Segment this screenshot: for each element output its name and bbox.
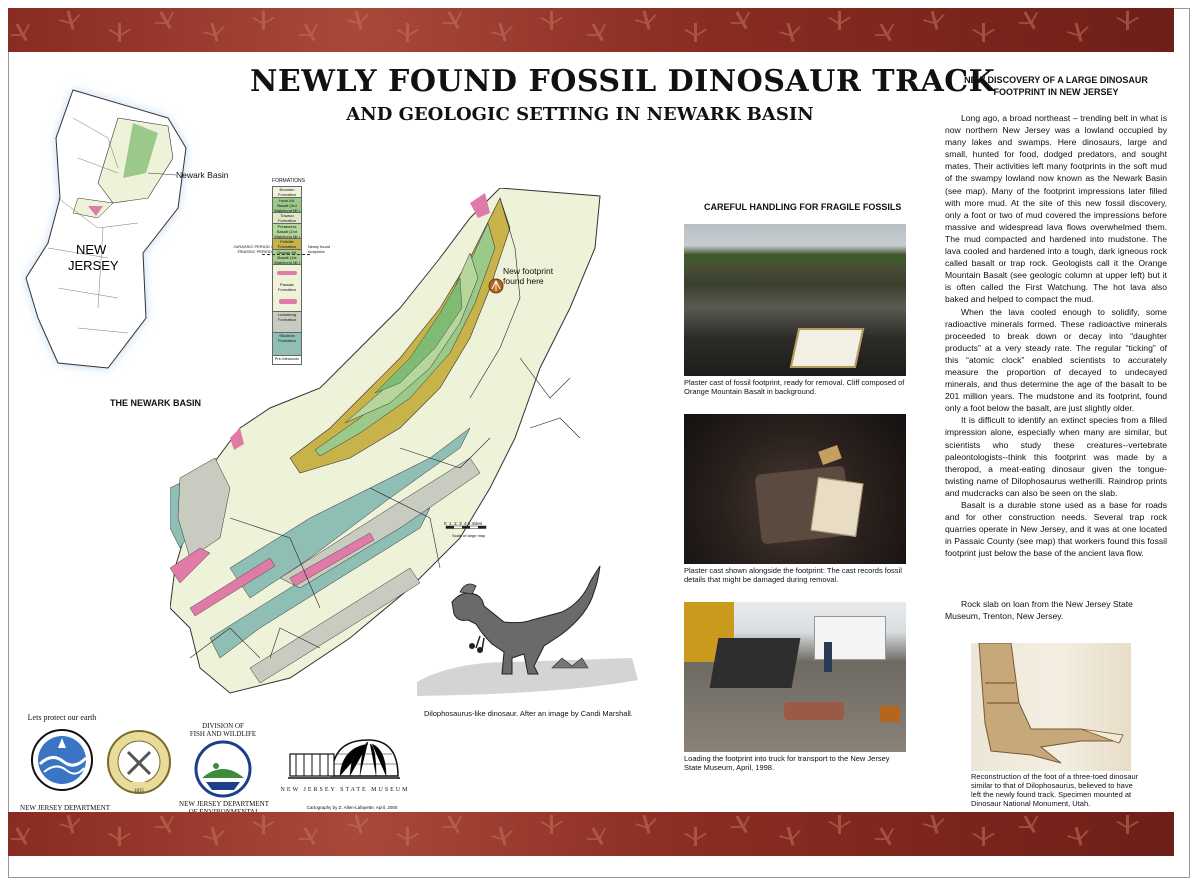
scale-tick: 3	[459, 521, 462, 526]
page-title: NEWLY FOUND FOSSIL DINOSAUR TRACK	[250, 64, 996, 99]
track-motif-icon	[540, 11, 563, 30]
formation-feltville: Feltville Formation	[272, 238, 302, 249]
footprint-pattern-icon	[8, 812, 1174, 856]
photo-caption-1: Plaster cast of fossil footprint, ready for removal. Cliff composed of Orange Mountain Basalt in background.	[684, 378, 905, 396]
scale-tick: 2	[454, 521, 457, 526]
scale-tick: 4	[464, 521, 467, 526]
museum-name: NEW JERSEY STATE MUSEUM	[280, 787, 410, 793]
article-body	[945, 112, 1167, 559]
newark-basin-heading: THE NEWARK BASIN	[110, 398, 202, 408]
track-motif-icon	[777, 824, 804, 848]
period-label: JURASSIC PERIOD / TRIASSIC PERIOD	[233, 244, 272, 254]
scale-tick: 5 miles	[467, 521, 483, 526]
track-motif-icon	[1015, 812, 1044, 838]
track-motif-icon	[201, 824, 228, 848]
track-motif-icon	[1116, 815, 1139, 834]
dinosaur-caption: Dilophosaurus-like dinosaur. After an image by Candi Marshall.	[424, 709, 633, 718]
track-motif-icon	[972, 23, 995, 42]
track-motif-icon	[633, 8, 660, 32]
footprint-found-label: New footprint found here	[503, 266, 554, 286]
fish-wildlife-logo-icon	[194, 740, 252, 798]
newark-basin-locator-label: Newark Basin	[176, 170, 229, 180]
track-motif-icon	[252, 11, 275, 30]
formation-lockatong: Lockatong Formation	[272, 311, 302, 332]
track-motif-icon	[151, 812, 180, 838]
fw-line-1: DIVISION OF	[202, 722, 244, 730]
track-motif-icon	[871, 18, 900, 46]
scale-label: Scale of large map	[452, 533, 486, 538]
track-motif-icon	[8, 822, 36, 850]
fw-dep-line-1: NEW JERSEY DEPARTMENT	[179, 800, 269, 808]
photo-caption-2: Plaster cast shown alongside the footprint: The cast records fossil details that might be damaged during removal.	[684, 566, 902, 584]
track-motif-icon	[396, 23, 419, 42]
article-paragraph: It is difficult to identify an extinct species from a filled impression alone, especially when many are similar, but scientists who study these creatures--vertebrate paleontologists--think this footprint was made by a theropod, a meat-eating dinosaur given the tongue-twisting name of Dilophosaurus wetherilli. Raindrop prints and mudcracks can also be seen on the slab.	[945, 415, 1167, 498]
formation-pre-mesozoic: Pre-Mesozoic	[272, 355, 302, 365]
article-paragraph: Basalt is a durable stone used as a base for roads and for other construction needs. Several trap rock quarries operate in New Jersey, and it was at one located in Passaic County (see map) that workers found this fossil footprint just below the base of the ancient lava flow.	[945, 500, 1167, 559]
formation-hook-mt: Hook Mt. Basalt (3rd Watchung Mt.)	[272, 197, 302, 212]
track-motif-icon	[295, 18, 324, 46]
loan-note: Rock slab on loan from the New Jersey State Museum, Trenton, New Jersey.	[945, 599, 1133, 621]
track-motif-icon	[1116, 11, 1139, 30]
track-motif-icon	[201, 20, 228, 44]
article-paragraph: When the lava cooled enough to solidify, some radioactive minerals formed. These radioactive minerals proceeded to break down or decay into “daughter products” at a very steady rate. The regular “ticking” of this “atomic clock” enabled scientists to accurately measure the proportion of decayed to undecayed minerals, and thus determine the age of the basalt to be 201 million years. The mudstone and its footprint, found only a foot below the basalt, are just slightly older.	[945, 306, 1167, 414]
nj-label-new: NEW	[76, 242, 107, 257]
track-motif-icon	[972, 827, 995, 846]
scale-tick: 0	[444, 521, 447, 526]
track-motif-icon	[583, 18, 612, 46]
track-motif-icon	[439, 812, 468, 838]
track-motif-icon	[1015, 8, 1044, 34]
track-motif-icon	[489, 20, 516, 44]
track-motif-icon	[295, 822, 324, 850]
state-museum-logo-icon	[288, 736, 400, 782]
formation-passaic-label: Passaic Formation	[277, 282, 296, 292]
dep-line-1: NEW JERSEY DEPARTMENT	[20, 804, 110, 812]
formation-preakness: Preakness Basalt (2nd Watchung Mt.)	[272, 223, 302, 238]
formation-orange-mt: Orange Mt. Basalt (1st Watchung Mt.)	[272, 249, 302, 264]
formation-stockton: Stockton Formation	[272, 332, 302, 355]
photo-cast-beside-footprint	[684, 414, 906, 564]
article-paragraph: Long ago, a broad northeast – trending belt in what is now northern New Jersey was a lowland occupied by many lakes and swamps. Here dinosaurs, large and small, hunted for food, dodged predators, and sought mates. Their activities left many footprints in the soft mud of the swampy lowland now known as the Newark Basin (see map). Many of the footprint impressions later filled with more mud. At the site of this new fossil discovery, only a foot or two of mud covered the impressions before massive and widespread lava flows overwhelmed them. The mud compacted and hardened into mudstone. The lava cooled and hardened into a tough, dark igneous rock called basalt or trap rock. Geologists call it the Orange Mountain Basalt (see geologic column at upper left) but it is often called the First Watchung. The hot lava also baked and helped to compact the mud.	[945, 113, 1167, 305]
photo-loading-truck	[684, 602, 906, 752]
track-motif-icon	[151, 8, 180, 34]
formation-boonton: Boonton Formation	[272, 186, 302, 197]
top-border-band	[8, 8, 1174, 52]
photo-caption-3: Loading the footprint into truck for transport to the New Jersey State Museum, April, 1998.	[684, 754, 890, 772]
footprint-pattern-icon	[8, 8, 1174, 52]
track-motif-icon	[57, 8, 84, 32]
protect-earth-text: Lets protect our earth	[27, 713, 97, 722]
newly-found-label: Newly found footprints	[308, 244, 331, 254]
track-motif-icon	[828, 11, 851, 30]
track-motif-icon	[396, 827, 419, 846]
track-motif-icon	[57, 812, 84, 836]
track-motif-icon	[439, 8, 468, 34]
scale-tick: 1	[449, 521, 452, 526]
dep-logo-icon	[30, 728, 94, 792]
track-motif-icon	[1065, 20, 1092, 44]
track-motif-icon	[489, 824, 516, 848]
track-motif-icon	[345, 812, 372, 836]
track-motif-icon	[108, 827, 131, 846]
photo-foot-reconstruction	[971, 643, 1131, 771]
map-scale-bar	[446, 526, 486, 529]
nj-label-jersey: JERSEY	[68, 258, 119, 273]
formation-towaco: Towaco Formation	[272, 212, 302, 223]
track-motif-icon	[871, 822, 900, 850]
article-heading: NEW DISCOVERY OF A LARGE DINOSAUR FOOTPRINT IN NEW JERSEY	[964, 75, 1148, 97]
track-motif-icon	[777, 20, 804, 44]
fish-wildlife-title	[178, 722, 268, 738]
formations-heading: FORMATIONS	[272, 178, 305, 184]
page-subtitle: AND GEOLOGIC SETTING IN NEWARK BASIN	[346, 104, 814, 125]
track-motif-icon	[727, 812, 756, 838]
track-motif-icon	[921, 8, 948, 32]
track-motif-icon	[1065, 824, 1092, 848]
track-motif-icon	[828, 815, 851, 834]
track-motif-icon	[108, 23, 131, 42]
track-motif-icon	[684, 827, 707, 846]
cartography-credit: Cartography by Z. Allen-Lafayette, April, 2000	[306, 805, 398, 810]
track-motif-icon	[684, 23, 707, 42]
photo-plaster-cast-cliff	[684, 224, 906, 376]
track-motif-icon	[252, 815, 275, 834]
track-motif-icon	[540, 815, 563, 834]
scale-ticks	[444, 521, 482, 526]
track-motif-icon	[583, 822, 612, 850]
fw-line-2: FISH AND WILDLIFE	[189, 730, 257, 738]
foot-caption: Reconstruction of the foot of a three-toed dinosaur similar to that of Dilophosaurus, believed to have left the newly found track. Specimen mounted at Dinosaur National Monument, Utah.	[971, 772, 1139, 808]
track-motif-icon	[8, 18, 36, 46]
bottom-border-band	[8, 812, 1174, 856]
dilophosaurus-illustration	[412, 562, 642, 704]
survey-year: 1835	[134, 789, 144, 794]
track-motif-icon	[345, 8, 372, 32]
photos-heading: CAREFUL HANDLING FOR FRAGILE FOSSILS	[704, 202, 902, 212]
track-motif-icon	[727, 8, 756, 34]
track-motif-icon	[921, 812, 948, 836]
track-motif-icon	[633, 812, 660, 836]
